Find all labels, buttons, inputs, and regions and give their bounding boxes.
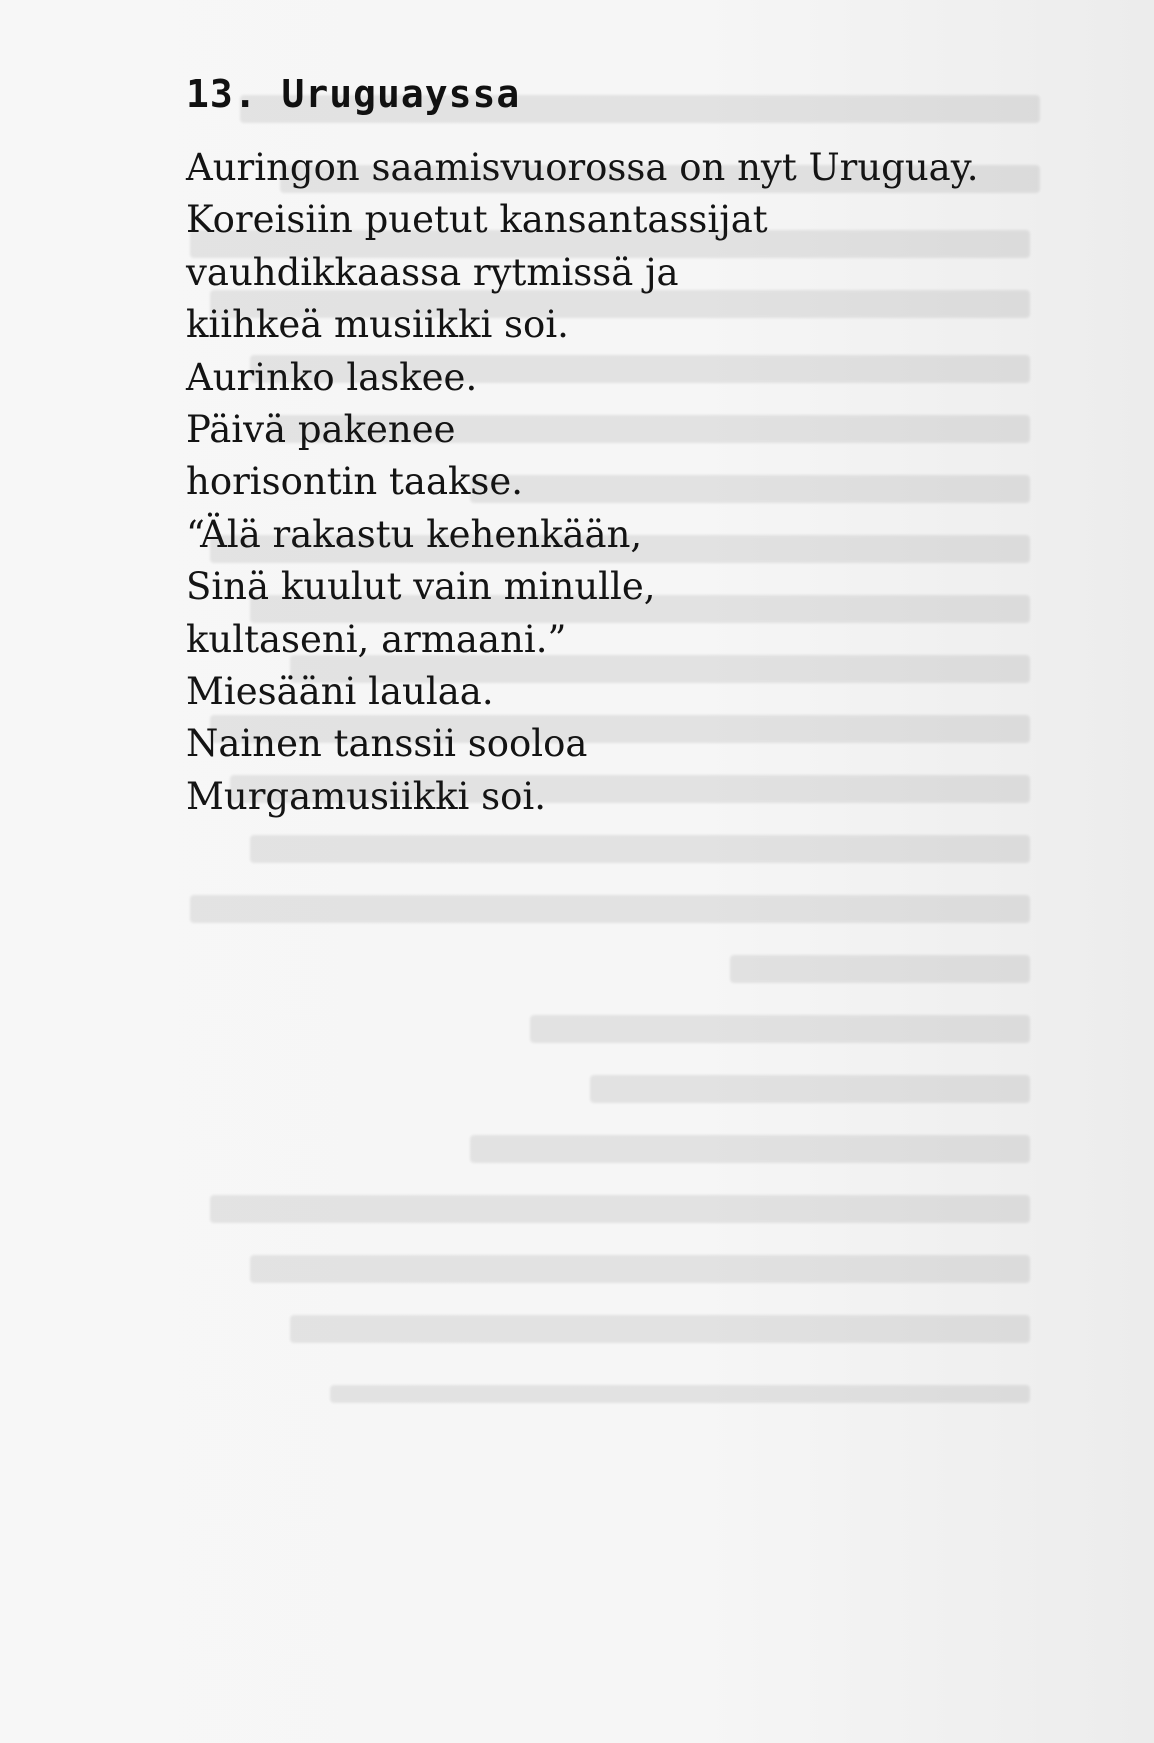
poem-line: Sinä kuulut vain minulle, — [186, 565, 656, 609]
poem-line: Murgamusiikki soi. — [186, 774, 547, 818]
poem-line: Miesääni laulaa. — [186, 670, 494, 714]
poem-line: “Älä rakastu kehenkään, — [186, 512, 643, 556]
chapter-content — [186, 70, 1046, 823]
poem-line: Aurinko laskee. — [186, 355, 478, 399]
poem-line: horisontin taakse. — [186, 460, 524, 504]
poem-line: vauhdikkaassa rytmissä ja — [186, 250, 679, 294]
poem — [186, 142, 1046, 823]
poem-line: Auringon saamisvuorossa on nyt Uruguay. — [186, 146, 979, 189]
poem-line: Päivä pakenee — [186, 408, 456, 452]
poem-line: Nainen tanssii sooloa — [186, 722, 588, 766]
poem-line: kultaseni, armaani.” — [186, 617, 567, 661]
chapter-heading: 13. Uruguayssa — [186, 72, 521, 116]
poem-line: kiihkeä musiikki soi. — [186, 303, 569, 347]
poem-line: Koreisiin puetut kansantassijat — [186, 198, 768, 242]
